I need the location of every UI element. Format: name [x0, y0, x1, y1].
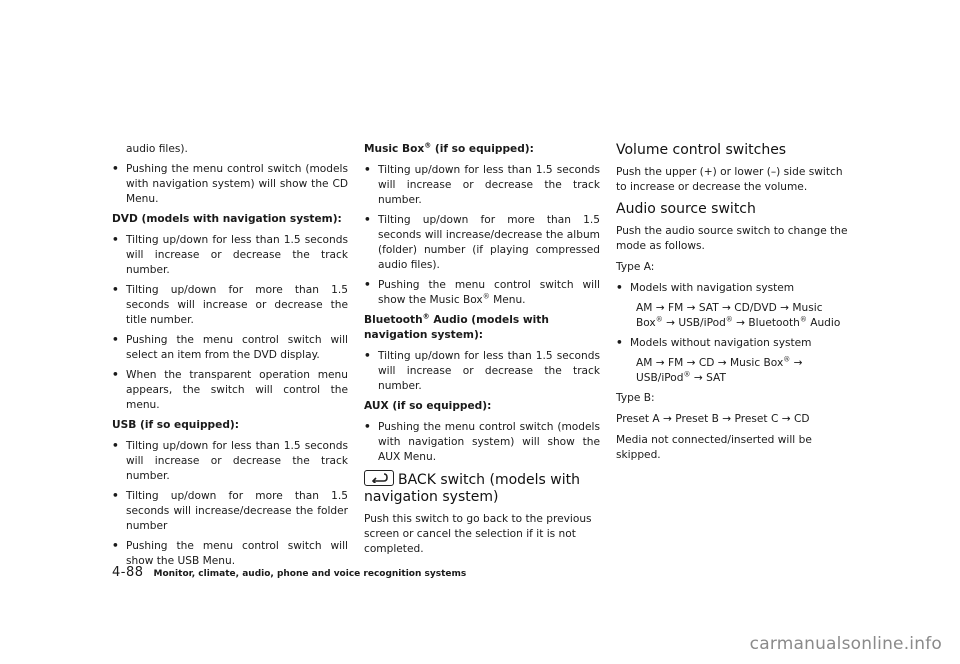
column-left: [112, 142, 348, 574]
registered-mark: ®: [655, 315, 663, 324]
list-item: • Tilting up/down for less than 1.5 seconds will increase or decrease the track number.: [112, 439, 348, 484]
list-item-text: Pushing the menu control switch will show the Music Box: [378, 279, 600, 306]
list-item: • Pushing the menu control switch (models with navigation system) will show the CD Menu.: [112, 162, 348, 207]
list-item: • Pushing the menu control switch will show the USB Menu.: [112, 539, 348, 569]
page-footer: [112, 561, 466, 580]
list-item: • Pushing the menu control switch will select an item from the DVD display.: [112, 333, 348, 363]
sequence-text: → Bluetooth: [732, 317, 800, 329]
list-item: • Pushing the menu control switch (models with navigation system) will show the AUX Menu.: [364, 420, 600, 465]
registered-mark: ®: [783, 355, 791, 364]
source-sequence: [616, 356, 852, 386]
heading-text: Audio (models with navigation system):: [364, 314, 549, 341]
list-item: • Tilting up/down for less than 1.5 seconds will increase or decrease the track number.: [364, 349, 600, 394]
section-title-text: BACK switch (models with navigation system): [364, 472, 580, 505]
registered-mark: ®: [725, 315, 733, 324]
source-sequence: Preset A → Preset B → Preset C → CD: [616, 413, 810, 425]
section-heading-usb: USB (if so equipped):: [112, 419, 239, 431]
paragraph: Push the upper (+) or lower (–) side switch to increase or decrease the volume.: [616, 166, 843, 193]
sequence-text: → USB/iPod: [662, 317, 726, 329]
sequence-text: → SAT: [690, 372, 726, 384]
list-item: • Tilting up/down for more than 1.5 seconds will increase or decrease the title number.: [112, 283, 348, 328]
list-item: [364, 278, 600, 308]
registered-mark: ®: [422, 312, 430, 321]
heading-text: Bluetooth: [364, 314, 423, 326]
section-heading-bluetooth: [364, 313, 600, 343]
source-sequence: [616, 301, 852, 331]
heading-text: (if so equipped):: [431, 143, 534, 155]
column-middle: [364, 142, 600, 563]
paragraph: Media not connected/inserted will be skipped.: [616, 434, 812, 461]
section-title-volume: Volume control switches: [616, 142, 787, 158]
section-heading-music-box: [364, 142, 600, 157]
chapter-title: Monitor, climate, audio, phone and voice recognition systems: [153, 569, 467, 579]
back-arrow-icon: [364, 470, 394, 486]
section-title-back-switch: [364, 470, 600, 506]
section-heading-dvd: DVD (models with navigation system):: [112, 213, 342, 225]
paragraph: Push this switch to go back to the previous screen or cancel the selection if it is not completed.: [364, 513, 592, 555]
continued-text: audio files).: [126, 143, 188, 155]
page-number: 4-88: [112, 565, 144, 580]
sequence-text: AM → FM → CD → Music Box: [636, 357, 784, 369]
list-item: • Tilting up/down for more than 1.5 seconds will increase/decrease the album (folder) number (if playing compressed audio files).: [364, 213, 600, 273]
paragraph: Push the audio source switch to change the mode as follows.: [616, 225, 848, 252]
type-label: Type B:: [616, 392, 655, 404]
sequence-text: → USB/iPod: [636, 357, 803, 384]
heading-text: Music Box: [364, 143, 425, 155]
list-item: • Tilting up/down for more than 1.5 seconds will increase/decrease the folder number: [112, 489, 348, 534]
list-item: • Models with navigation system: [616, 281, 852, 296]
registered-mark: ®: [424, 141, 432, 150]
sequence-text: AM → FM → SAT → CD/DVD → Music Box: [636, 302, 823, 329]
list-item: • When the transparent operation menu appears, the switch will control the menu.: [112, 368, 348, 413]
list-item: • Models without navigation system: [616, 336, 852, 351]
sequence-text: Audio: [806, 317, 841, 329]
registered-mark: ®: [482, 292, 490, 301]
list-item: • Tilting up/down for less than 1.5 seconds will increase or decrease the track number.: [112, 233, 348, 278]
section-heading-aux: AUX (if so equipped):: [364, 400, 492, 412]
list-item-text: Menu.: [489, 294, 526, 306]
section-title-audio-source: Audio source switch: [616, 201, 756, 217]
registered-mark: ®: [799, 315, 807, 324]
list-item: • Tilting up/down for less than 1.5 seconds will increase or decrease the track number.: [364, 163, 600, 208]
column-right: [616, 142, 852, 469]
watermark: carmanualsonline.info: [749, 634, 942, 654]
registered-mark: ®: [683, 370, 691, 379]
type-label: Type A:: [616, 261, 655, 273]
